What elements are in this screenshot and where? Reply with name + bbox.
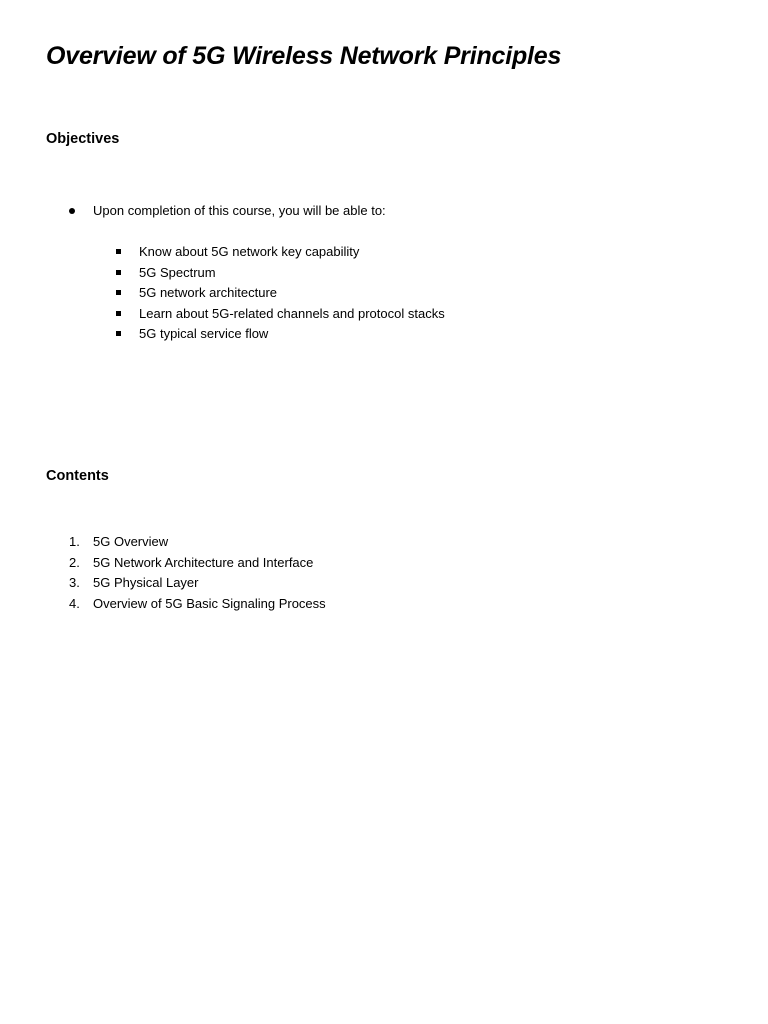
contents-item-label: 5G Physical Layer	[93, 575, 199, 591]
contents-item-number: 3.	[69, 575, 80, 591]
objective-text: 5G network architecture	[139, 285, 278, 301]
objective-text: 5G typical service flow	[139, 326, 269, 342]
contents-item-label: 5G Overview	[93, 534, 169, 549]
square-bullet-icon	[116, 331, 121, 336]
square-bullet-icon	[116, 249, 121, 254]
objective-text: Learn about 5G-related channels and protocol stacks	[139, 305, 445, 321]
square-bullet-icon	[116, 290, 121, 295]
square-bullet-icon	[116, 270, 121, 275]
objectives-intro-text: Upon completion of this course, you will be able to:	[93, 203, 386, 218]
objective-text: Know about 5G network key capability	[139, 244, 360, 259]
round-bullet-icon	[69, 208, 75, 214]
contents-item-number: 4.	[69, 596, 80, 612]
objective-text: 5G Spectrum	[139, 264, 216, 280]
objectives-heading: Objectives	[46, 131, 120, 147]
contents-heading: Contents	[46, 468, 109, 484]
contents-item-label: Overview of 5G Basic Signaling Process	[93, 596, 326, 612]
square-bullet-icon	[116, 311, 121, 316]
contents-item-label: 5G Network Architecture and Interface	[93, 554, 314, 570]
document-title: Overview of 5G Wireless Network Principles	[46, 42, 562, 70]
contents-item-number: 2.	[69, 554, 80, 570]
contents-item-number: 1.	[69, 534, 80, 549]
